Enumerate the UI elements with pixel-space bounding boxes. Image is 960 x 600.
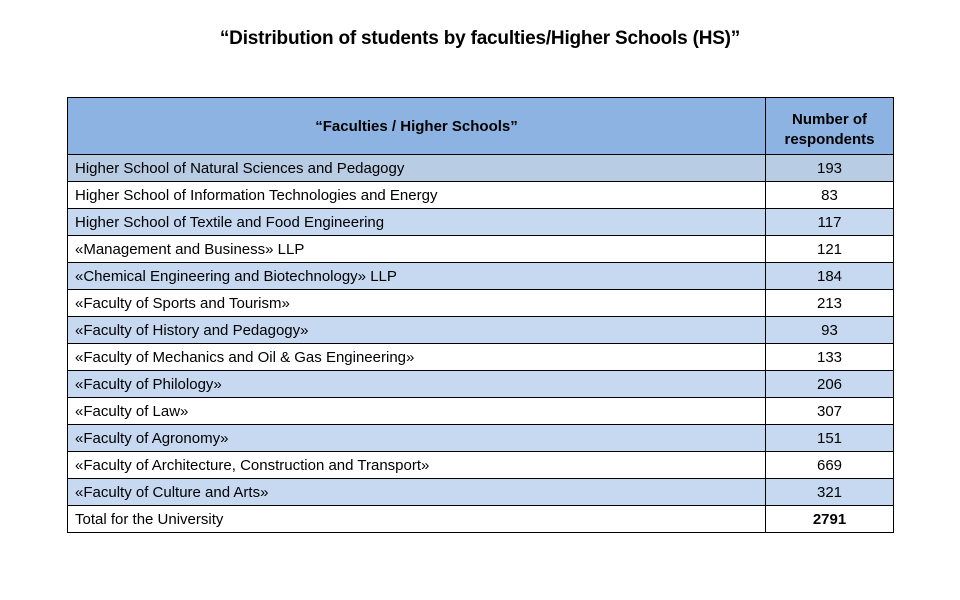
table-row [68,155,894,182]
table-header-row [68,98,894,155]
faculty-name-cell: Higher School of Information Technologies and Energy [68,182,766,209]
respondents-count-cell: 321 [766,479,894,506]
total-count-cell: 2791 [766,506,894,533]
faculty-name-cell: «Chemical Engineering and Biotechnology» LLP [68,263,766,290]
page-title: “Distribution of students by faculties/Higher Schools (HS)” [219,28,741,49]
respondents-count-cell: 117 [766,209,894,236]
respondents-count-cell: 669 [766,452,894,479]
faculty-name-cell: «Faculty of Sports and Tourism» [68,290,766,317]
table-row [68,182,894,209]
faculty-name-cell: «Faculty of Agronomy» [68,425,766,452]
table-row [68,263,894,290]
respondents-count-cell: 93 [766,317,894,344]
table-row [68,479,894,506]
table-row [68,236,894,263]
table-row [68,425,894,452]
faculty-name-cell: «Faculty of Architecture, Construction and Transport» [68,452,766,479]
table-row [68,371,894,398]
respondents-count-cell: 184 [766,263,894,290]
table-row [68,317,894,344]
header-faculties: “Faculties / Higher Schools” [68,98,766,155]
respondents-count-cell: 83 [766,182,894,209]
respondents-count-cell: 193 [766,155,894,182]
table-row [68,290,894,317]
header-respondents: Number of respondents [766,98,894,155]
table-row [68,209,894,236]
faculty-name-cell: Higher School of Natural Sciences and Pedagogy [68,155,766,182]
table-row [68,452,894,479]
respondents-count-cell: 213 [766,290,894,317]
respondents-count-cell: 121 [766,236,894,263]
table-row [68,398,894,425]
faculty-name-cell: «Faculty of Law» [68,398,766,425]
faculty-name-cell: Higher School of Textile and Food Engineering [68,209,766,236]
faculty-name-cell: «Faculty of History and Pedagogy» [68,317,766,344]
respondents-count-cell: 206 [766,371,894,398]
respondents-count-cell: 151 [766,425,894,452]
faculty-name-cell: «Faculty of Mechanics and Oil & Gas Engineering» [68,344,766,371]
faculty-name-cell: «Management and Business» LLP [68,236,766,263]
total-label-cell: Total for the University [68,506,766,533]
respondents-count-cell: 133 [766,344,894,371]
faculty-name-cell: «Faculty of Culture and Arts» [68,479,766,506]
table-row [68,344,894,371]
faculty-name-cell: «Faculty of Philology» [68,371,766,398]
distribution-table [67,97,894,533]
table-total-row [68,506,894,533]
respondents-count-cell: 307 [766,398,894,425]
